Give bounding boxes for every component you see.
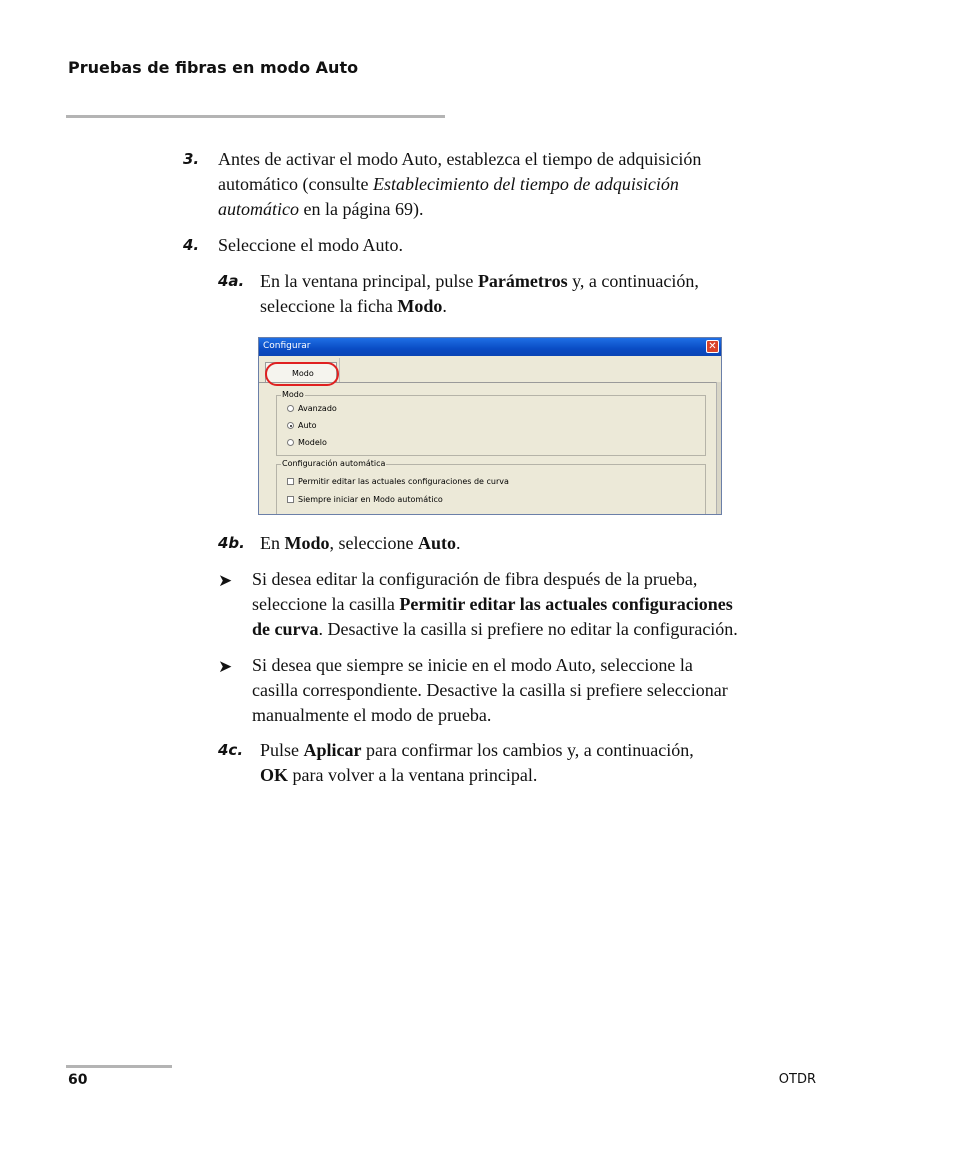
radio-modelo[interactable]: Modelo: [287, 438, 327, 448]
dialog-titlebar: [259, 338, 721, 356]
step-3-line-3: automático en la página 69).: [218, 199, 424, 219]
step-3-line-2: automático (consulte Establecimiento del tiempo de adquisición: [218, 174, 679, 194]
radio-auto[interactable]: Auto: [287, 421, 317, 431]
configurar-dialog: [258, 337, 722, 515]
step-4c-line-1: Pulse Aplicar para confirmar los cambios y, a continuación,: [260, 740, 694, 760]
close-icon[interactable]: ✕: [706, 340, 719, 353]
group-modo-label: Modo: [282, 390, 304, 399]
bullet-arrow-icon: ➤: [218, 657, 233, 676]
bullet-2-line-2: casilla correspondiente. Desactive la casilla si prefiere seleccionar: [252, 680, 728, 700]
step-number-4a: 4a.: [218, 272, 245, 290]
checkbox-icon: [287, 496, 294, 503]
bullet-2-line-1: Si desea que siempre se inicie en el modo Auto, seleccione la: [252, 655, 693, 675]
bullet-2-text: [252, 653, 832, 728]
step-3-line-1: Antes de activar el modo Auto, establezca el tiempo de adquisición: [218, 149, 702, 169]
group-configuracion-automatica: [276, 459, 706, 515]
bullet-1-line-1: Si desea editar la configuración de fibra después de la prueba,: [252, 569, 698, 589]
checkbox-siempre-iniciar[interactable]: Siempre iniciar en Modo automático: [287, 495, 443, 505]
bullet-1-text: [252, 567, 832, 642]
group-auto-label: Configuración automática: [282, 459, 386, 468]
step-4b-text: En Modo, seleccione Auto.: [260, 533, 461, 553]
step-4a-line-2: seleccione la ficha Modo.: [260, 296, 447, 316]
page-number: 60: [68, 1072, 88, 1088]
step-4a-line-1: En la ventana principal, pulse Parámetros y, a continuación,: [260, 271, 699, 291]
checkbox-permitir-editar[interactable]: Permitir editar las actuales configuraciones de curva: [287, 477, 509, 487]
step-number-4: 4.: [183, 236, 200, 254]
cross-reference: Establecimiento del tiempo de adquisición: [372, 174, 679, 194]
dialog-title: Configurar: [263, 341, 311, 351]
product-name: OTDR: [778, 1072, 816, 1087]
highlight-circle: [265, 362, 339, 386]
step-number-3: 3.: [183, 150, 200, 168]
cross-reference-cont: automático: [218, 199, 299, 219]
tab-divider: [339, 358, 340, 382]
radio-circle-icon: [287, 439, 294, 446]
header-rule: [66, 115, 445, 118]
footer-rule: [66, 1065, 172, 1068]
bullet-1-line-3: de curva. Desactive la casilla si prefiere no editar la configuración.: [252, 619, 738, 639]
radio-avanzado[interactable]: Avanzado: [287, 404, 337, 414]
radio-circle-icon: [287, 405, 294, 412]
step-number-4b: 4b.: [218, 534, 245, 552]
step-number-4c: 4c.: [218, 741, 244, 759]
scrollbar[interactable]: [716, 382, 721, 515]
step-3-text: [218, 147, 818, 222]
step-4c-line-2: OK para volver a la ventana principal.: [260, 765, 538, 785]
radio-selected-icon: [287, 422, 294, 429]
running-header-title: Pruebas de fibras en modo Auto: [68, 58, 359, 77]
step-4a-text: [260, 269, 820, 319]
group-modo: [276, 390, 706, 456]
tab-modo-label: Modo: [292, 369, 314, 378]
checkbox-icon: [287, 478, 294, 485]
bullet-arrow-icon: ➤: [218, 571, 233, 590]
step-4-text: Seleccione el modo Auto.: [218, 235, 403, 255]
bullet-1-line-2: seleccione la casilla Permitir editar las actuales configuraciones: [252, 594, 733, 614]
step-4c-text: [260, 738, 820, 788]
bullet-2-line-3: manualmente el modo de prueba.: [252, 705, 492, 725]
